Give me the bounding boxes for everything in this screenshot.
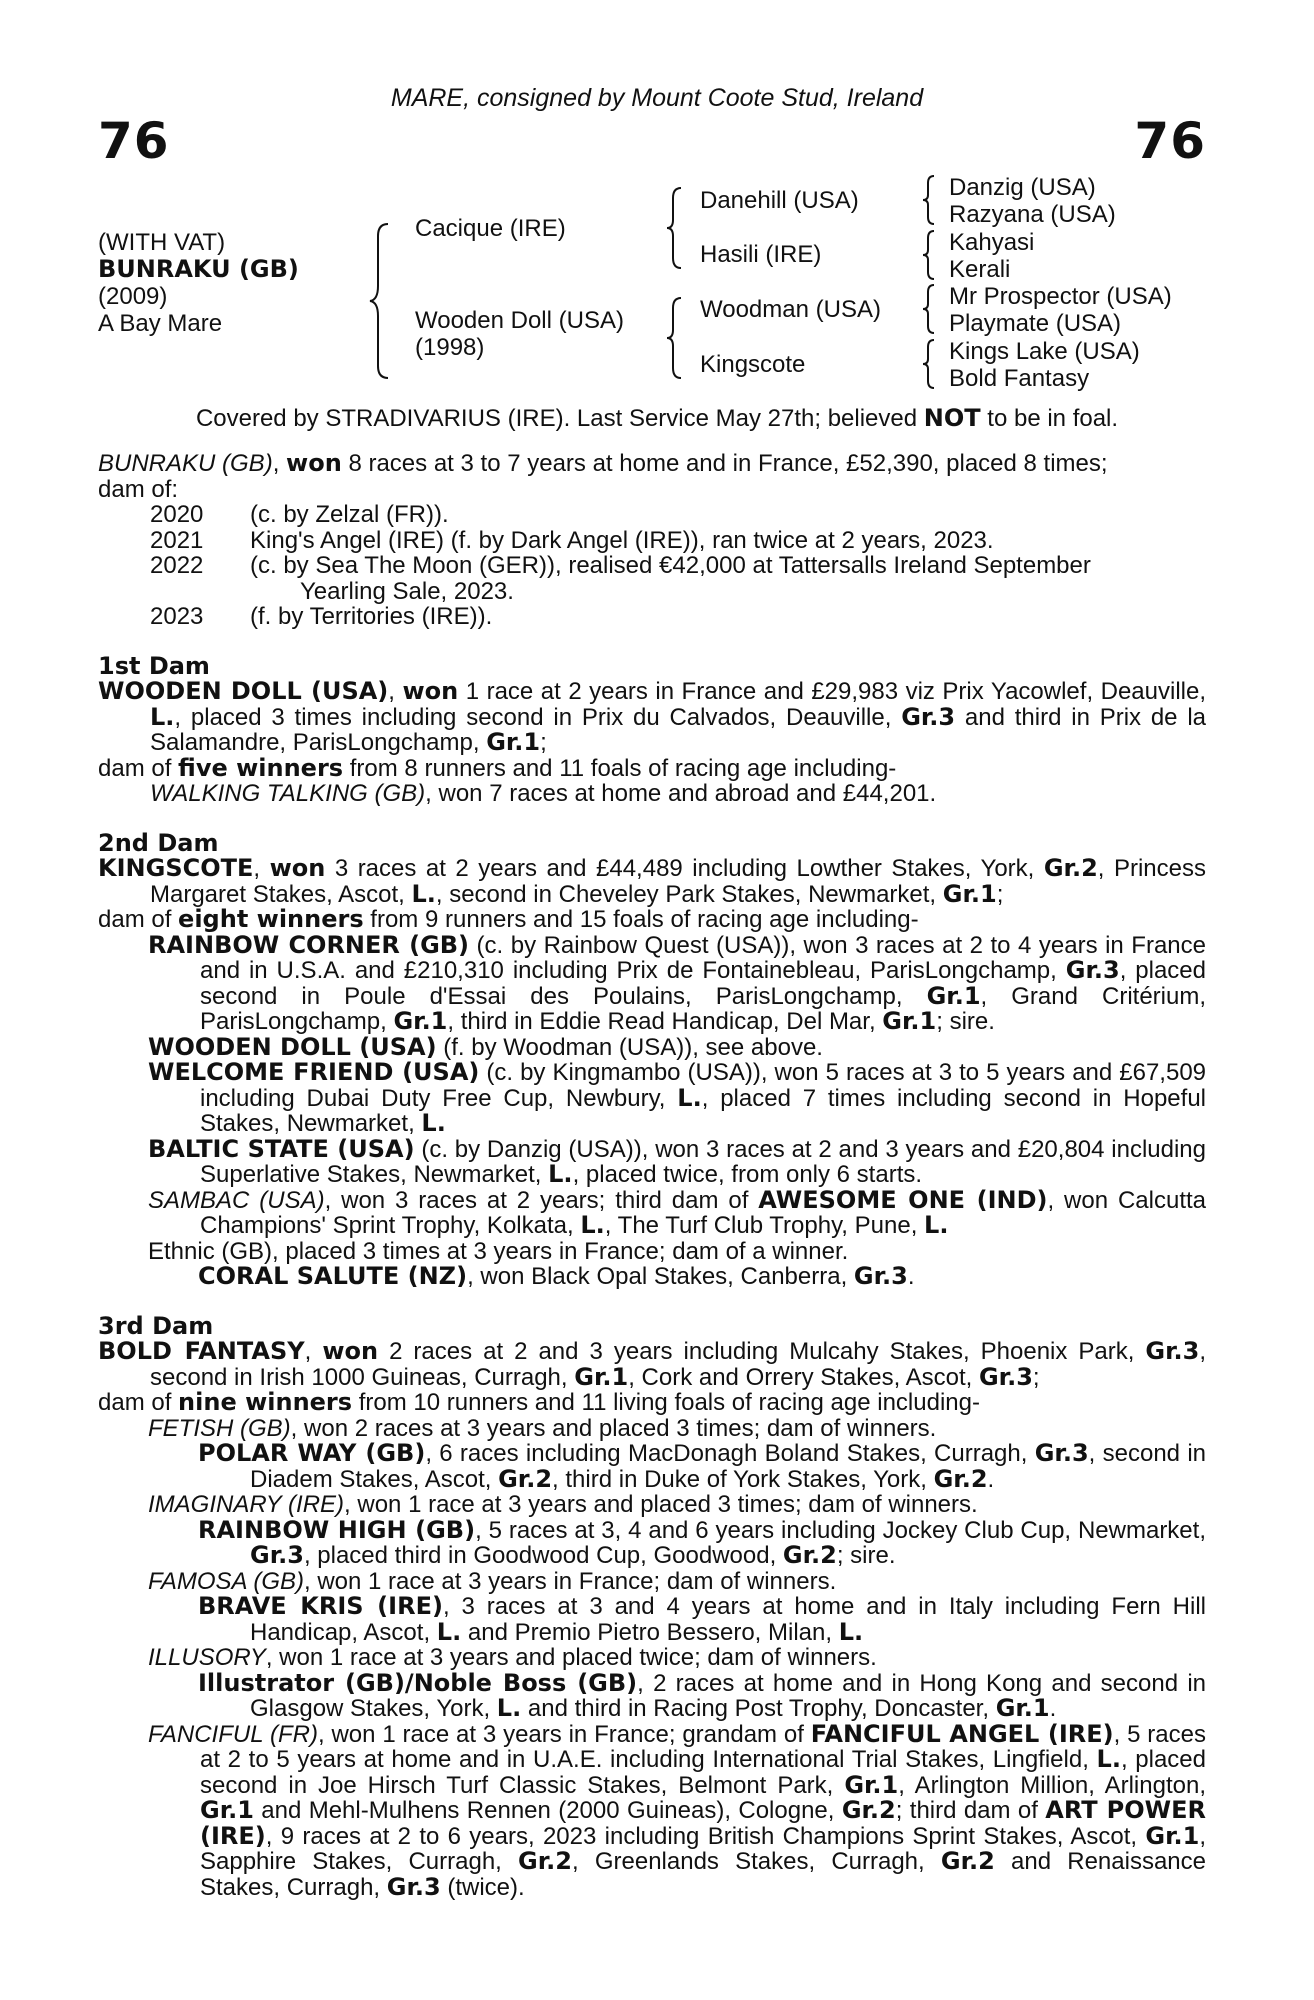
dam3-produce-item: FETISH (GB), won 2 races at 3 years and placed 3 times; dam of winners.	[148, 1414, 937, 1442]
dam2-produce-item: WELCOME FRIEND (USA) (c. by Kingmambo (USA)), won 5 races at 3 to 5 years and £67,509 including Dubai Duty Free Cup, Newbury, L., placed 7 times including second in Hopeful Stakes, Newmarket, L.	[148, 1058, 1207, 1137]
gen4-brace-1	[921, 174, 937, 226]
dam-line-brace	[665, 296, 685, 380]
dam3-heading: 3rd Dam	[98, 1311, 214, 1340]
gen4-4: Kerali	[949, 256, 1011, 283]
sire-name: Cacique (IRE)	[415, 215, 566, 242]
gen4-brace-3	[921, 283, 937, 335]
gen4-8: Bold Fantasy	[949, 365, 1090, 392]
gen3-sire-dam: Hasili (IRE)	[700, 241, 822, 268]
gen4-2: Razyana (USA)	[949, 201, 1116, 228]
dam3-produce-item: FANCIFUL (FR), won 1 race at 3 years in France; grandam of FANCIFUL ANGEL (IRE), 5 races at 2 to 5 years at home and in U.A.E. including International Trial Stakes, Lingfield, L., placed second in Joe Hirsch Turf Classic Stakes, Belmont Park, Gr.1, Arlington Million, Arlington, Gr.1 and Mehl-Mulhens Rennen (2000 Guineas), Cologne, Gr.2; third dam of ART POWER (IRE), 9 races at 2 to 6 years, 2023 including British Champions Sprint Stakes, Ascot, Gr.1, Sapphire Stakes, Curragh, Gr.2, Greenlands Stakes, Curragh, Gr.2 and Renaissance Stakes, Curragh, Gr.3 (twice).	[148, 1719, 1207, 1901]
dam3-produce-item: FAMOSA (GB), won 1 race at 3 years in France; dam of winners.	[148, 1567, 837, 1595]
dam3-produce-item: POLAR WAY (GB), 6 races including MacDonagh Boland Stakes, Curragh, Gr.3, second in Diadem Stakes, Ascot, Gr.2, third in Duke of York Stakes, York, Gr.2.	[198, 1439, 1207, 1493]
dam3-produce-item: ILLUSORY, won 1 race at 3 years and placed twice; dam of winners.	[148, 1644, 877, 1671]
foal-row: 2022 (c. by Sea The Moon (GER)), realised €42,000 at Tattersalls Ireland September Yearling Sale, 2023.	[150, 552, 1091, 605]
subject-description: A Bay Mare	[98, 310, 223, 337]
dam3-produce-item: IMAGINARY (IRE), won 1 race at 3 years and placed 3 times; dam of winners.	[148, 1491, 978, 1518]
subject-name: BUNRAKU (GB)	[98, 255, 299, 283]
dam2-produce-summary: dam of eight winners from 9 runners and 15 foals of racing age including-	[98, 905, 919, 933]
foal-row: 2020 (c. by Zelzal (FR)).	[150, 501, 449, 528]
dam2-produce-item: WOODEN DOLL (USA) (f. by Woodman (USA)), see above.	[148, 1032, 823, 1061]
consignment-header: MARE, consigned by Mount Coote Stud, Ireland	[390, 84, 924, 112]
catalogue-body	[98, 451, 1206, 1900]
lot-number-right: 76	[1134, 112, 1206, 170]
gen3-dam-dam: Kingscote	[700, 351, 806, 378]
dam1-heading: 1st Dam	[98, 651, 210, 680]
dam1-paragraph: WOODEN DOLL (USA), won 1 race at 2 years in France and £29,983 viz Prix Yacowlef, Deauville, L., placed 3 times including second in Prix du Calvados, Deauville, Gr.3 and third in Prix de la Salamandre, ParisLongchamp, Gr.1;	[98, 677, 1207, 756]
dam3-produce-item: BRAVE KRIS (IRE), 3 races at 3 and 4 years at home and in Italy including Fern Hill Handicap, Ascot, L. and Premio Pietro Bessero, Milan, L.	[198, 1592, 1206, 1646]
subject-year: (2009)	[98, 283, 168, 310]
foal-row: 2023 (f. by Territories (IRE)).	[150, 603, 493, 630]
dam2-produce-item: SAMBAC (USA), won 3 races at 2 years; third dam of AWESOME ONE (IND), won Calcutta Champions' Sprint Trophy, Kolkata, L., The Turf Club Trophy, Pune, L.	[148, 1185, 1207, 1239]
foal-list	[98, 502, 1206, 630]
dam2-produce-item: CORAL SALUTE (NZ), won Black Opal Stakes, Canberra, Gr.3.	[198, 1262, 915, 1290]
gen3-dam-sire: Woodman (USA)	[700, 296, 881, 323]
dam3-produce-item: Illustrator (GB)/Noble Boss (GB), 2 races at home and in Hong Kong and second in Glasgow Stakes, York, L. and third in Racing Post Trophy, Doncaster, Gr.1.	[198, 1668, 1206, 1722]
gen4-brace-2	[921, 229, 937, 281]
dam-year: (1998)	[415, 334, 485, 361]
gen3-sire-sire: Danehill (USA)	[700, 187, 859, 214]
dam2-paragraph: KINGSCOTE, won 3 races at 2 years and £44,489 including Lowther Stakes, York, Gr.2, Princess Margaret Stakes, Ascot, L., second in Cheveley Park Stakes, Newmarket, Gr.1;	[98, 854, 1207, 908]
lot-number-left: 76	[98, 112, 170, 170]
dam2-heading: 2nd Dam	[98, 828, 219, 857]
dam-name: Wooden Doll (USA)	[415, 307, 624, 334]
vat-label: (WITH VAT)	[98, 229, 226, 256]
subject-block	[98, 229, 299, 337]
gen4-brace-4	[921, 338, 937, 390]
dam1-produce-summary: dam of five winners from 8 runners and 11 foals of racing age including-	[98, 753, 897, 782]
gen4-3: Kahyasi	[949, 229, 1035, 256]
sire-line-brace	[665, 186, 685, 270]
covered-line: Covered by STRADIVARIUS (IRE). Last Service May 27th; believed NOT to be in foal.	[195, 404, 1119, 432]
dam2-produce-item: BALTIC STATE (USA) (c. by Danzig (USA)), won 3 races at 2 and 3 years and £20,804 including Superlative Stakes, Newmarket, L., placed twice, from only 6 starts.	[148, 1134, 1206, 1188]
dam3-produce-item: RAINBOW HIGH (GB), 5 races at 3, 4 and 6 years including Jockey Club Cup, Newmarket, Gr.3, placed third in Goodwood Cup, Goodwood, Gr.2; sire.	[198, 1515, 1206, 1569]
dam2-produce-item: Ethnic (GB), placed 3 times at 3 years in France; dam of a winner.	[148, 1237, 849, 1265]
sire-dam-brace	[368, 222, 392, 380]
intro-dam-of: dam of:	[98, 475, 179, 503]
dam1-produce-item: WALKING TALKING (GB), won 7 races at home and abroad and £44,201.	[150, 780, 937, 807]
foal-row: 2021 King's Angel (IRE) (f. by Dark Angel (IRE)), ran twice at 2 years, 2023.	[150, 526, 994, 554]
dam2-produce-item: RAINBOW CORNER (GB) (c. by Rainbow Quest (USA)), won 3 races at 2 to 4 years in France and in U.S.A. and £210,310 including Prix de Fontainebleau, ParisLongchamp, Gr.3, placed second in Poule d'Essai des Poulains, ParisLongchamp, Gr.1, Grand Critérium, ParisLongchamp, Gr.1, third in Eddie Read Handicap, Del Mar, Gr.1; sire.	[148, 930, 1206, 1035]
dam3-produce-summary: dam of nine winners from 10 runners and 11 living foals of racing age including-	[98, 1388, 980, 1416]
gen4-6: Playmate (USA)	[949, 310, 1122, 337]
gen4-1: Danzig (USA)	[949, 174, 1096, 201]
intro-paragraph: BUNRAKU (GB), won 8 races at 3 to 7 years at home and in France, £52,390, placed 8 times;	[98, 449, 1108, 477]
gen4-7: Kings Lake (USA)	[949, 338, 1140, 365]
gen4-5: Mr Prospector (USA)	[949, 283, 1172, 310]
dam3-paragraph: BOLD FANTASY, won 2 races at 2 and 3 years including Mulcahy Stakes, Phoenix Park, Gr.3, second in Irish 1000 Guineas, Curragh, Gr.1, Cork and Orrery Stakes, Ascot, Gr.3;	[98, 1337, 1207, 1391]
